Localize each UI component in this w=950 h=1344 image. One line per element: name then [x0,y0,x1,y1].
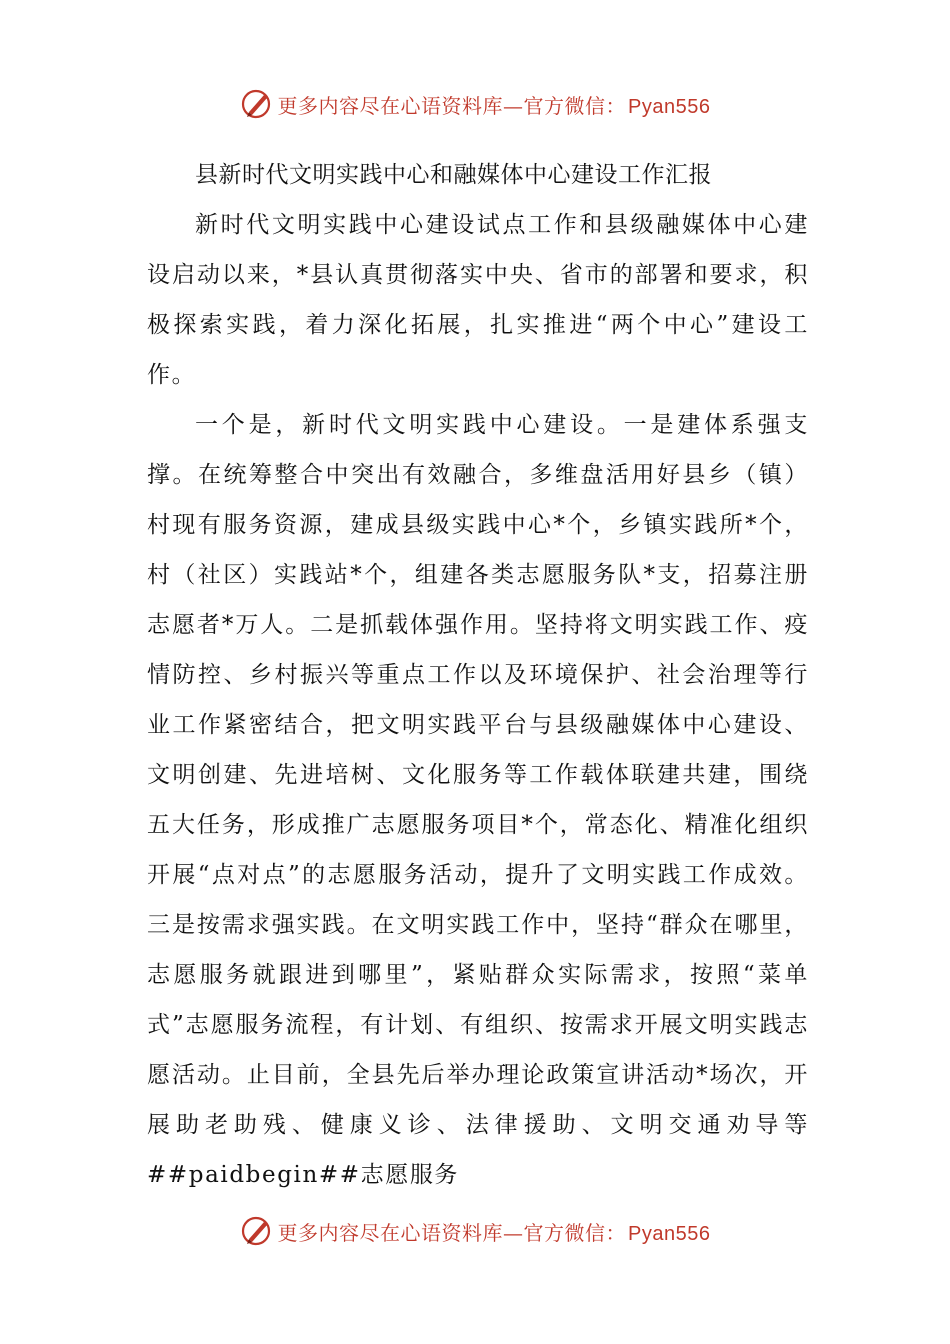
banner-separator: — [503,1220,524,1245]
document-body [147,150,809,1200]
banner-wechat-id: Pyan556 [628,1222,711,1245]
banner-text [278,90,711,119]
banner-official-label: 官方微信： [523,1220,627,1245]
bottom-banner [0,1211,950,1251]
top-banner [0,84,950,124]
paragraph-intro: 新时代文明实践中心建设试点工作和县级融媒体中心建设启动以来，*县认真贯彻落实中央、省市的部署和要求，积极探索实践，着力深化拓展，扎实推进“两个中心”建设工作。 [147,212,809,388]
document-title: 县新时代文明实践中心和融媒体中心建设工作汇报 [195,162,712,188]
banner-text [278,1217,711,1246]
banner-wechat-id: Pyan556 [628,95,711,118]
banner-main-text: 更多内容尽在心语资料库 [277,1220,504,1245]
paragraph-civilization-center: 一个是，新时代文明实践中心建设。一是建体系强支撑。在统筹整合中突出有效融合，多维盘活用好县乡（镇）村现有服务资源，建成县级实践中心*个，乡镇实践所*个，村（社区）实践站*个，组建各类志愿服务队*支，招募注册志愿者*万人。二是抓载体强作用。坚持将文明实践工作、疫情防控、乡村振兴等重点工作以及环境保护、社会治理等行业工作紧密结合，把文明实践平台与县级融媒体中心建设、文明创建、先进培树、文化服务等工作载体联建共建，围绕五大任务，形成推广志愿服务项目*个，常态化、精准化组织开展“点对点”的志愿服务活动，提升了文明实践工作成效。三是按需求强实践。在文明实践工作中，坚持“群众在哪里，志愿服务就跟进到哪里”，紧贴群众实际需求，按照“菜单式”志愿服务流程，有计划、有组织、按需求开展文明实践志愿活动。止目前，全县先后举办理论政策宣讲活动*场次，开展助老助残、健康义诊、法律援助、文明交通劝导等##paidbegin##志愿服务 [147,412,809,1188]
banner-main-text: 更多内容尽在心语资料库 [277,93,504,118]
banner-separator: — [503,93,524,118]
banner-official-label: 官方微信： [523,93,627,118]
pen-logo-icon [240,87,274,121]
pen-logo-icon [240,1214,274,1248]
